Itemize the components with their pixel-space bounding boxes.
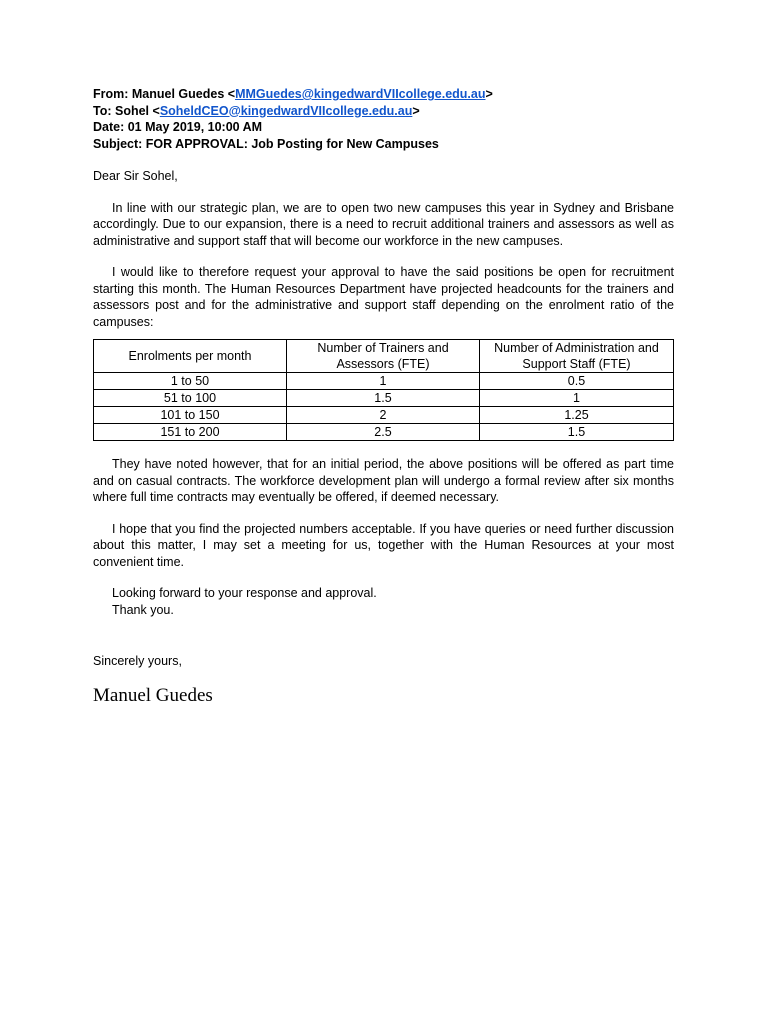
date-line: Date: 01 May 2019, 10:00 AM xyxy=(93,120,263,134)
table-header-enrolments: Enrolments per month xyxy=(94,340,287,373)
table-header-row xyxy=(94,340,674,373)
table-row xyxy=(94,373,674,390)
signature-name: Manuel Guedes xyxy=(93,684,213,706)
closing-line-thanks: Thank you. xyxy=(112,602,174,617)
email-header xyxy=(93,86,674,152)
from-email-link[interactable]: MMGuedes@kingedwardVIIcollege.edu.au xyxy=(235,87,486,101)
from-line: From: Manuel Guedes <MMGuedes@kingedwardVIIcollege.edu.au> xyxy=(93,87,493,101)
subject-line: Subject: FOR APPROVAL: Job Posting for New Campuses xyxy=(93,136,439,151)
paragraph-contract-note: They have noted however, that for an initial period, the above positions will be offered as part time and on casual contracts. The workforce development plan will undergo a formal review after six months where full time contracts may eventually be offered, if deemed necessary. xyxy=(93,457,674,504)
signoff: Sincerely yours, xyxy=(93,654,182,668)
from-name: Manuel Guedes xyxy=(131,87,225,101)
table-cell-trainers: 2 xyxy=(287,407,480,424)
table-cell-trainers: 1.5 xyxy=(287,390,480,407)
table-row xyxy=(94,407,674,424)
from-label: From: xyxy=(93,87,132,101)
paragraph-request: I would like to therefore request your approval to have the said positions be open for recruitment starting this month. The Human Resources Department have projected headcounts for the trainers and assessors post and for the administrative and support staff depending on the enrolment ratio of the campuses: xyxy=(93,265,674,329)
table-header-admin-staff: Number of Administration and Support Staff (FTE) xyxy=(480,340,674,373)
to-label: To: xyxy=(93,103,115,118)
email-document xyxy=(93,86,674,708)
table-row xyxy=(94,424,674,441)
to-email-link[interactable]: SoheldCEO@kingedwardVIIcollege.edu.au xyxy=(159,103,413,118)
table-cell-admin-staff: 0.5 xyxy=(480,373,674,390)
to-line: To: Sohel <SoheldCEO@kingedwardVIIcollege.edu.au> xyxy=(93,103,420,118)
table-header-trainers: Number of Trainers and Assessors (FTE) xyxy=(287,340,480,373)
paragraph-acceptance: I hope that you find the projected numbers acceptable. If you have queries or need further discussion about this matter, I may set a meeting for us, together with the Human Resources at your most convenient time. xyxy=(93,521,674,569)
table-cell-admin-staff: 1.5 xyxy=(480,424,674,441)
table-cell-enrolments: 1 to 50 xyxy=(94,373,287,390)
paragraph-intro: In line with our strategic plan, we are to open two new campuses this year in Sydney and Brisbane accordingly. Due to our expansion, there is a need to recruit additional trainers and assessors as well as administrative and support staff that will become our workforce in the new campuses. xyxy=(93,200,674,248)
table-cell-enrolments: 51 to 100 xyxy=(94,390,287,407)
table-cell-admin-staff: 1 xyxy=(480,390,674,407)
table-cell-enrolments: 101 to 150 xyxy=(94,407,287,424)
to-name: Sohel xyxy=(114,103,150,118)
table-cell-trainers: 1 xyxy=(287,373,480,390)
closing-line-response: Looking forward to your response and approval. xyxy=(112,586,377,600)
greeting: Dear Sir Sohel, xyxy=(93,169,178,183)
table-cell-admin-staff: 1.25 xyxy=(480,407,674,424)
table-cell-trainers: 2.5 xyxy=(287,424,480,441)
table-cell-enrolments: 151 to 200 xyxy=(94,424,287,441)
closing-block xyxy=(93,585,674,618)
table-row xyxy=(94,390,674,407)
headcount-table xyxy=(93,339,674,441)
